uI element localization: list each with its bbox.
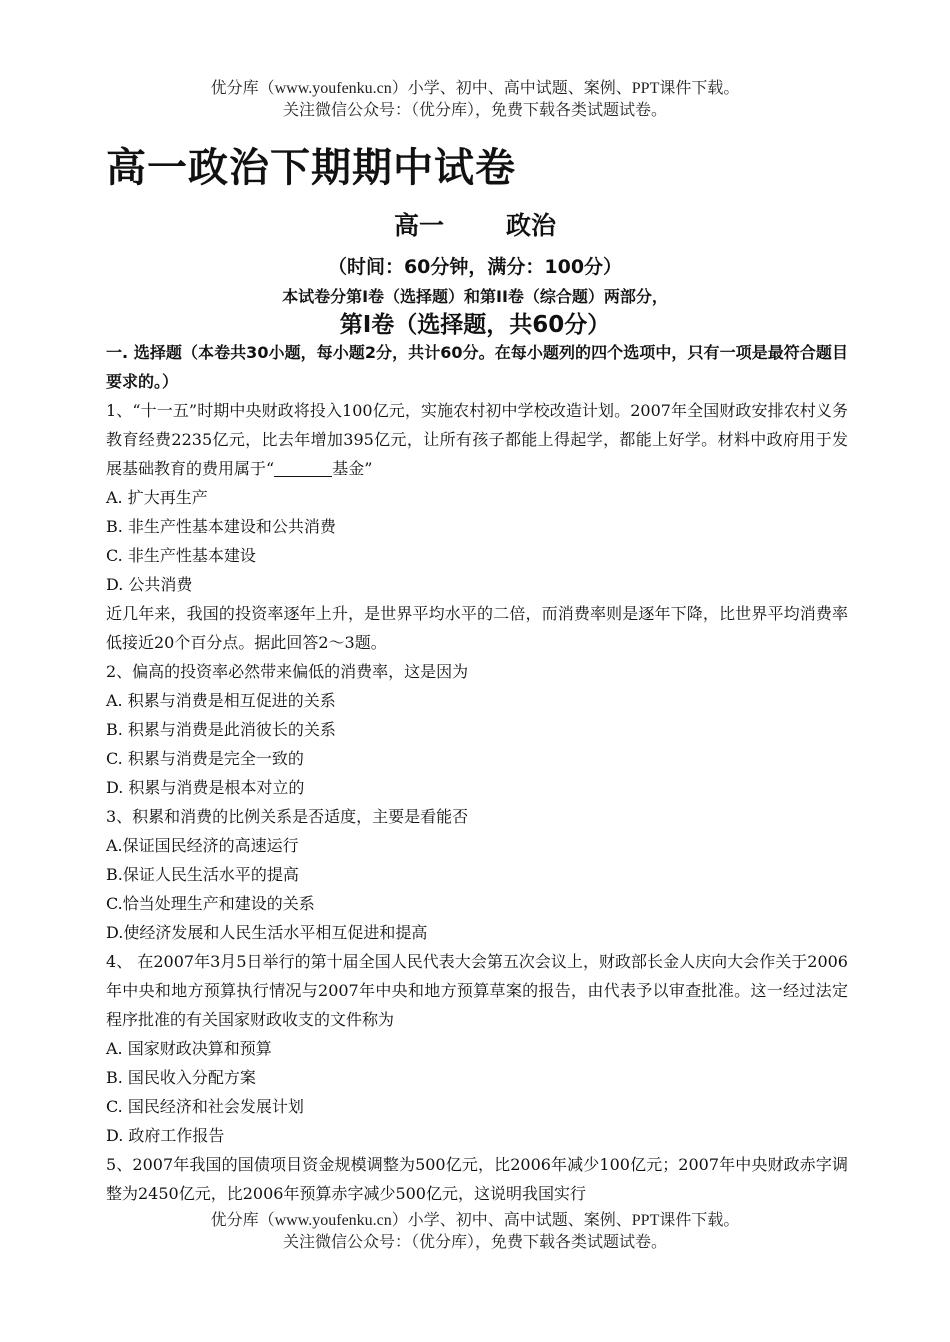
q4-option-c: C. 国民经济和社会发展计划	[106, 1097, 304, 1116]
q3-option-a: A.保证国民经济的高速运行	[106, 836, 299, 855]
q1-option-a: A. 扩大再生产	[106, 488, 208, 507]
time-info: （时间：60分钟，满分：100分）	[327, 256, 623, 278]
exam-intro: 本试卷分第I卷（选择题）和第II卷（综合题）两部分，	[282, 287, 668, 306]
page-header	[0, 78, 950, 122]
header-line-1: 优分库（www.youfenku.cn）小学、初中、高中试题、案例、PPT课件下载。	[210, 80, 740, 97]
q4-option-d: D. 政府工作报告	[106, 1126, 225, 1145]
q3-option-b: B.保证人民生活水平的提高	[106, 865, 299, 884]
q4-option-a: A. 国家财政决算和预算	[106, 1039, 272, 1058]
q4-option-b: B. 国民收入分配方案	[106, 1068, 256, 1087]
q1-option-d: D. 公共消费	[106, 575, 193, 594]
question-5-stem: 5、2007年我国的国债项目资金规模调整为500亿元，比2006年减少100亿元；2007年中央财政赤字调整为2450亿元，比2006年预算赤字减少500亿元，这说明我国实行	[106, 1155, 848, 1203]
question-4-stem: 4、 在2007年3月5日举行的第十届全国人民代表大会第五次会议上，财政部长金人庆向大会作关于2006年中央和地方预算执行情况与2007年中央和地方预算草案的报告，由代表予以审查批准。这一经过法定程序批准的有关国家财政收支的文件称为	[106, 952, 848, 1029]
q2-option-c: C. 积累与消费是完全一致的	[106, 749, 304, 768]
exam-title: 高一政治下期期中试卷	[106, 145, 516, 191]
exam-body	[106, 338, 848, 1208]
q3-option-c: C.恰当处理生产和建设的关系	[106, 894, 315, 913]
q1-option-c: C. 非生产性基本建设	[106, 546, 256, 565]
question-1-stem: 1、“十一五”时期中央财政将投入100亿元，实施农村初中学校改造计划。2007年全国财政安排农村义务教育经费2235亿元，比去年增加395亿元，让所有孩子都能上得起学，都能上好学。材料中政府用于发展基础教育的费用属于“ 基金”	[106, 401, 848, 478]
question-3-stem: 3、积累和消费的比例关系是否适度，主要是看能否	[106, 807, 469, 826]
subject-label: 政治	[506, 211, 557, 240]
section-instruction: 一. 选择题（本卷共30小题，每小题2分，共计60分。在每小题列的四个选项中，只有一项是最符合题目要求的。）	[106, 343, 848, 391]
q1-option-b: B. 非生产性基本建设和公共消费	[106, 517, 336, 536]
question-2-stem: 2、偏高的投资率必然带来偏低的消费率，这是因为	[106, 662, 469, 681]
page-footer	[0, 1210, 950, 1254]
volume-1-heading: 第I卷（选择题，共60分）	[339, 312, 611, 338]
answer-blank	[274, 458, 332, 477]
q2-option-a: A. 积累与消费是相互促进的关系	[106, 691, 336, 710]
header-line-2: 关注微信公众号：（优分库），免费下载各类试题试卷。	[282, 102, 667, 119]
q3-option-d: D.使经济发展和人民生活水平相互促进和提高	[106, 923, 428, 942]
q2-option-b: B. 积累与消费是此消彼长的关系	[106, 720, 336, 739]
grade-label: 高一	[393, 211, 444, 240]
reading-passage: 近几年来，我国的投资率逐年上升，是世界平均水平的二倍，而消费率则是逐年下降，比世界平均消费率低接近20个百分点。据此回答2～3题。	[106, 604, 848, 652]
footer-line-1: 优分库（www.youfenku.cn）小学、初中、高中试题、案例、PPT课件下载。	[210, 1212, 740, 1229]
grade-subject-line	[0, 206, 950, 242]
footer-line-2: 关注微信公众号：（优分库），免费下载各类试题试卷。	[282, 1234, 667, 1251]
q2-option-d: D. 积累与消费是根本对立的	[106, 778, 305, 797]
